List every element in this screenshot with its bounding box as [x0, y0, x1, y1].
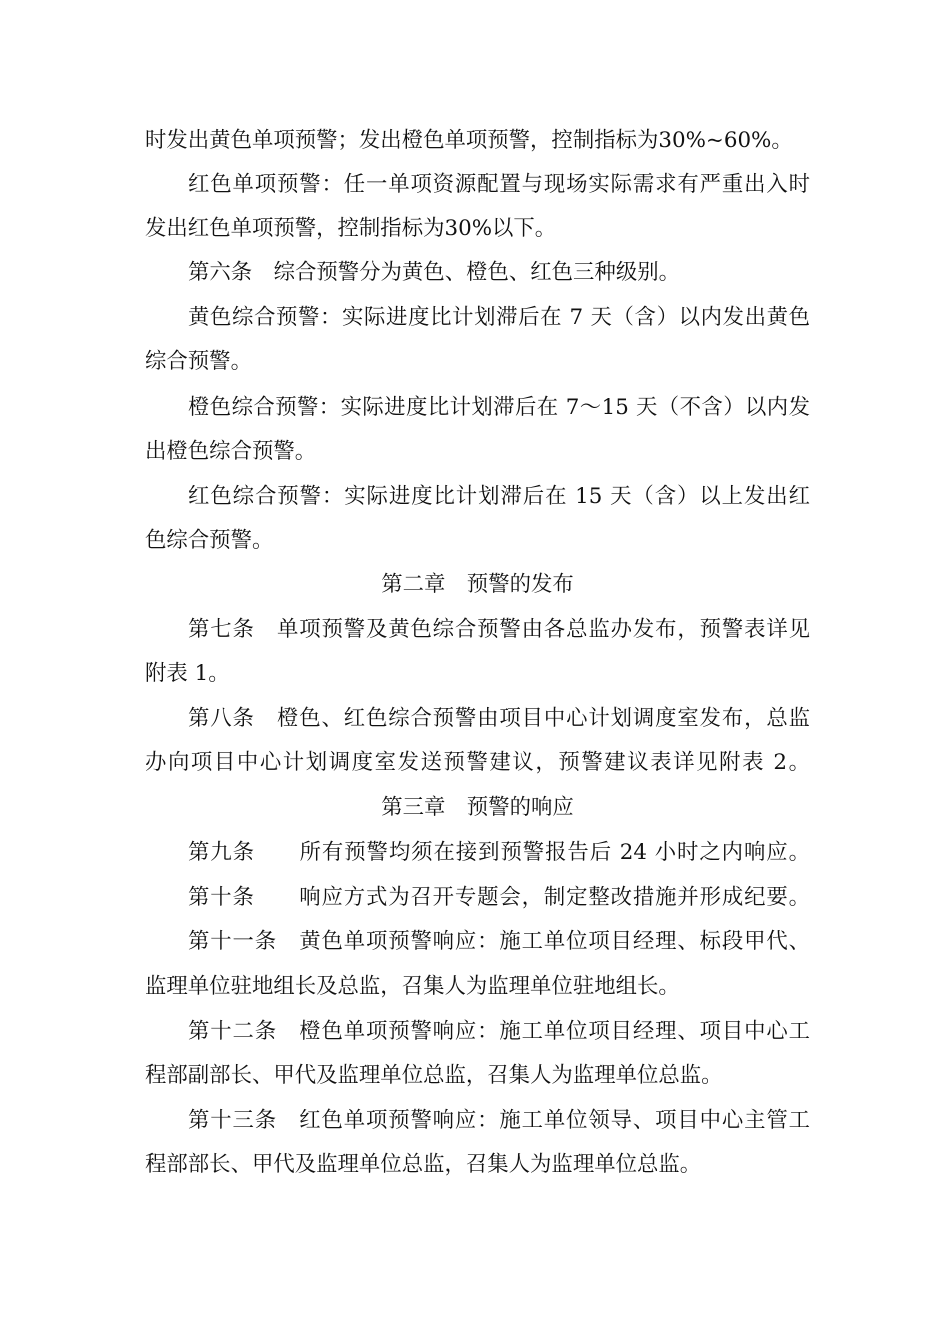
chapter-heading: 第二章 预警的发布: [381, 572, 574, 597]
text-line: 橙色综合预警：实际进度比计划滞后在 7～15 天（不含）以内发: [188, 395, 810, 420]
article-heading: 第六条 综合预警分为黄色、橙色、红色三种级别。: [188, 260, 680, 285]
text-line: 第十三条 红色单项预警响应：施工单位领导、项目中心主管工: [188, 1108, 810, 1133]
text-line: 监理单位驻地组长及总监，召集人为监理单位驻地组长。: [145, 974, 680, 999]
text-line: 办向项目中心计划调度室发送预警建议，预警建议表详见附表 2。: [145, 750, 810, 775]
text-line: 红色综合预警：实际进度比计划滞后在 15 天（含）以上发出红: [188, 484, 810, 509]
text-line: 色综合预警。: [145, 528, 274, 553]
text-line: 第八条 橙色、红色综合预警由项目中心计划调度室发布，总监: [188, 706, 810, 731]
text-line: 第十二条 橙色单项预警响应：施工单位项目经理、项目中心工: [188, 1019, 810, 1044]
text-line: 附表 1。: [145, 661, 230, 686]
text-line: 程部副部长、甲代及监理单位总监，召集人为监理单位总监。: [145, 1063, 723, 1088]
text-line: 第十一条 黄色单项预警响应：施工单位项目经理、标段甲代、: [188, 929, 810, 954]
text-line: 第十条 响应方式为召开专题会，制定整改措施并形成纪要。: [188, 885, 810, 910]
text-line: 红色单项预警：任一单项资源配置与现场实际需求有严重出入时: [188, 172, 810, 197]
chapter-heading: 第三章 预警的响应: [381, 795, 574, 820]
text-line: 第九条 所有预警均须在接到预警报告后 24 小时之内响应。: [188, 840, 810, 865]
text-line: 综合预警。: [145, 349, 252, 374]
text-line: 程部部长、甲代及监理单位总监，召集人为监理单位总监。: [145, 1152, 702, 1177]
text-line: 出橙色综合预警。: [145, 439, 317, 464]
text-line: 时发出黄色单项预警；发出橙色单项预警，控制指标为30%~60%。: [145, 128, 793, 153]
text-line: 发出红色单项预警，控制指标为30%以下。: [145, 216, 557, 241]
text-line: 黄色综合预警：实际进度比计划滞后在 7 天（含）以内发出黄色: [188, 305, 810, 330]
text-line: 第七条 单项预警及黄色综合预警由各总监办发布，预警表详见: [188, 617, 810, 642]
